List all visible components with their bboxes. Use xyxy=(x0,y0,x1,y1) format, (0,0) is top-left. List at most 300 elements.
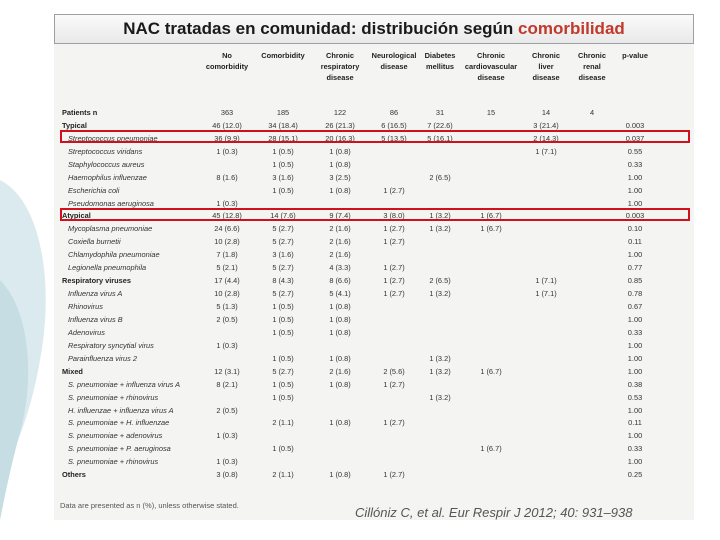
row-label: S. pneumoniae + rhinovirus xyxy=(68,392,159,402)
table-cell xyxy=(420,261,460,274)
table-cell: 5 (2.7) xyxy=(272,224,294,234)
column-header-6: Chronic cardiovascular disease xyxy=(464,51,518,82)
row-label: Respiratory syncytial virus xyxy=(68,340,154,350)
table-cell: 5 (2.7) xyxy=(272,366,294,376)
table-cell: 1 (2.7) xyxy=(383,289,405,299)
table-cell xyxy=(522,378,570,391)
table-row xyxy=(60,313,656,326)
table-cell: 1 (0.3) xyxy=(216,340,238,350)
table-cell xyxy=(368,171,420,184)
column-header-5: Diabetes mellitus xyxy=(424,51,456,71)
table-cell: 86 xyxy=(389,107,399,117)
table-cell: 1 (3.2) xyxy=(429,224,451,234)
table-cell xyxy=(522,261,570,274)
table-cell xyxy=(254,339,312,352)
table-cell: 5 (13.5) xyxy=(381,133,407,143)
table-cell xyxy=(368,158,420,171)
table-cell: 1.00 xyxy=(627,250,643,260)
table-cell xyxy=(522,404,570,417)
title-bar xyxy=(54,14,694,44)
table-cell: 1 (3.2) xyxy=(429,289,451,299)
table-cell xyxy=(200,184,254,197)
table-cell: 3 (1.6) xyxy=(272,250,294,260)
table-cell xyxy=(420,145,460,158)
table-row xyxy=(60,339,656,352)
table-cell: 0.67 xyxy=(627,302,643,312)
row-label: Others xyxy=(62,470,86,480)
table-cell xyxy=(420,158,460,171)
table-cell: 2 (1.6) xyxy=(329,250,351,260)
table-cell xyxy=(312,391,368,404)
table-cell: 5 (4.1) xyxy=(329,289,351,299)
table-cell: 46 (12.0) xyxy=(212,120,242,130)
table-cell xyxy=(312,429,368,442)
table-cell: 0.33 xyxy=(627,159,643,169)
table-cell: 2 (6.5) xyxy=(429,276,451,286)
table-cell xyxy=(460,235,522,248)
table-cell xyxy=(570,313,614,326)
table-cell: 1 (2.7) xyxy=(383,470,405,480)
table-cell xyxy=(254,455,312,468)
table-cell: 1 (0.5) xyxy=(272,444,294,454)
row-label: Rhinovirus xyxy=(68,302,103,312)
table-cell xyxy=(312,339,368,352)
table-cell: 0.11 xyxy=(628,237,642,247)
row-label: S. pneumoniae + influenza virus A xyxy=(68,379,181,389)
table-cell: 5 (2.1) xyxy=(216,263,238,273)
table-cell xyxy=(368,300,420,313)
table-cell: 1 (3.2) xyxy=(429,353,451,363)
table-cell xyxy=(570,404,614,417)
table-cell: 1 (0.8) xyxy=(329,159,351,169)
table-cell xyxy=(200,442,254,455)
table-cell: 1.00 xyxy=(627,185,643,195)
table-cell: 0.33 xyxy=(627,327,643,337)
table-cell xyxy=(460,287,522,300)
table-cell xyxy=(522,429,570,442)
table-cell: 7 (1.8) xyxy=(216,250,238,260)
table-row xyxy=(60,248,656,261)
row-label: Influenza virus A xyxy=(68,289,123,299)
table-cell xyxy=(368,455,420,468)
table-cell xyxy=(522,171,570,184)
row-label: Coxiella burnetii xyxy=(68,237,121,247)
table-cell: 1 (2.7) xyxy=(383,237,405,247)
table-cell: 1 (0.8) xyxy=(329,327,351,337)
table-row xyxy=(60,352,656,365)
row-label: Mixed xyxy=(62,366,83,376)
table-cell xyxy=(368,145,420,158)
table-cell: 6 (16.5) xyxy=(381,120,407,130)
table-cell: 3 (0.8) xyxy=(216,470,238,480)
table-row xyxy=(60,158,656,171)
table-cell: 1 (2.7) xyxy=(383,418,405,428)
column-header-2: Comorbidity xyxy=(261,51,305,60)
table-cell xyxy=(522,184,570,197)
table-header-row xyxy=(60,48,656,106)
table-cell xyxy=(570,326,614,339)
table-cell xyxy=(570,261,614,274)
table-cell: 17 (4.4) xyxy=(214,276,240,286)
table-cell: 1 (0.5) xyxy=(272,353,294,363)
table-cell xyxy=(460,145,522,158)
table-cell: 10 (2.8) xyxy=(214,237,240,247)
table-cell: 1 (0.8) xyxy=(329,146,351,156)
table-cell: 3 (2.5) xyxy=(329,172,351,182)
table-row xyxy=(60,326,656,339)
table-cell xyxy=(460,339,522,352)
table-row xyxy=(60,106,656,119)
table-cell: 1.00 xyxy=(627,198,643,208)
table-cell: 1.00 xyxy=(627,366,643,376)
table-cell xyxy=(420,468,460,481)
table-cell xyxy=(420,442,460,455)
table-cell xyxy=(420,248,460,261)
table-cell xyxy=(570,365,614,378)
decorative-swirl xyxy=(0,160,60,540)
table-cell: 2 (14.3) xyxy=(533,133,559,143)
table-cell xyxy=(522,391,570,404)
table-cell xyxy=(570,378,614,391)
table-cell: 1 (0.8) xyxy=(329,418,351,428)
table-cell xyxy=(522,468,570,481)
table-cell xyxy=(570,145,614,158)
table-cell: 34 (18.4) xyxy=(268,120,298,130)
table-cell: 0.25 xyxy=(627,470,643,480)
comorbidity-table xyxy=(60,48,656,481)
table-cell: 45 (12.8) xyxy=(212,211,242,221)
table-cell xyxy=(460,391,522,404)
table-cell: 1 (6.7) xyxy=(480,366,502,376)
table-footnote: Data are presented as n (%), unless otherwise stated. xyxy=(60,501,239,510)
table-cell xyxy=(614,106,656,119)
row-label: Adenovirus xyxy=(68,327,105,337)
table-cell: 2 (1.6) xyxy=(329,224,351,234)
table-cell xyxy=(460,352,522,365)
table-cell: 122 xyxy=(333,107,347,117)
table-cell xyxy=(460,378,522,391)
table-cell: 1 (0.5) xyxy=(272,327,294,337)
table-cell: 185 xyxy=(276,107,290,117)
table-cell xyxy=(522,313,570,326)
highlight-pneumoniae-row xyxy=(60,130,690,143)
table-cell: 8 (4.3) xyxy=(272,276,294,286)
table-cell: 1 (0.5) xyxy=(272,392,294,402)
title-text: NAC tratadas en comunidad: distribución según xyxy=(123,19,519,38)
row-label: Patients n xyxy=(62,107,98,117)
table-cell: 9 (7.4) xyxy=(329,211,351,221)
table-cell xyxy=(254,404,312,417)
column-header-3: Chronic respiratory disease xyxy=(320,51,360,82)
table-cell xyxy=(312,455,368,468)
row-label: S. pneumoniae + rhinovirus xyxy=(68,457,159,467)
table-cell xyxy=(522,158,570,171)
column-header-8: Chronic renal disease xyxy=(578,51,606,82)
table-cell xyxy=(522,300,570,313)
table-cell xyxy=(254,429,312,442)
table-cell xyxy=(460,313,522,326)
table-cell xyxy=(570,300,614,313)
table-cell: 14 xyxy=(541,107,551,117)
table-cell: 2 (1.1) xyxy=(272,470,294,480)
table-cell: 5 (2.7) xyxy=(272,237,294,247)
table-cell xyxy=(420,326,460,339)
table-cell: 1 (2.7) xyxy=(383,224,405,234)
table-cell: 0.53 xyxy=(627,392,643,402)
table-row xyxy=(60,378,656,391)
table-cell: 1 (0.3) xyxy=(216,457,238,467)
table-cell: 1 (6.7) xyxy=(480,444,502,454)
table-cell xyxy=(522,442,570,455)
highlight-atypical-row xyxy=(60,208,690,221)
table-cell: 8 (2.1) xyxy=(216,379,238,389)
table-cell: 1 (0.5) xyxy=(272,185,294,195)
table-cell: 5 (16.1) xyxy=(427,133,453,143)
table-cell xyxy=(570,287,614,300)
table-cell: 1 (0.8) xyxy=(329,314,351,324)
table-cell: 8 (6.6) xyxy=(329,276,351,286)
table-cell xyxy=(368,442,420,455)
table-cell xyxy=(522,248,570,261)
table-cell: 5 (2.7) xyxy=(272,289,294,299)
table-cell: 1.00 xyxy=(627,431,643,441)
table-cell: 1 (3.2) xyxy=(429,211,451,221)
table-cell: 4 (3.3) xyxy=(329,263,351,273)
row-label: Pseudomonas aeruginosa xyxy=(68,198,154,208)
table-cell xyxy=(460,326,522,339)
table-cell: 2 (0.5) xyxy=(216,314,238,324)
row-label: Legionella pneumophila xyxy=(68,263,147,273)
table-cell xyxy=(522,455,570,468)
table-cell: 3 (8.0) xyxy=(383,211,405,221)
row-label: Streptococcus viridans xyxy=(68,146,143,156)
table-cell: 0.003 xyxy=(625,120,645,130)
table-cell: 5 (1.3) xyxy=(216,302,238,312)
table-row xyxy=(60,365,656,378)
table-cell xyxy=(460,261,522,274)
table-cell: 1 (2.7) xyxy=(383,185,405,195)
table-row xyxy=(60,391,656,404)
table-cell: 1 (0.8) xyxy=(329,185,351,195)
column-header-4: Neurological disease xyxy=(371,51,417,71)
table-cell: 4 xyxy=(589,107,595,117)
table-cell: 363 xyxy=(220,107,234,117)
table-cell xyxy=(570,274,614,287)
table-cell: 1.00 xyxy=(627,172,643,182)
table-cell xyxy=(420,184,460,197)
citation: Cillóniz C, et al. Eur Respir J 2012; 40: 931–938 xyxy=(355,505,633,520)
table-cell: 20 (16.3) xyxy=(325,133,355,143)
table-cell: 1.00 xyxy=(627,353,643,363)
table-cell xyxy=(200,352,254,365)
table-cell xyxy=(460,417,522,430)
table-cell: 2 (5.6) xyxy=(383,366,405,376)
row-label: Parainfluenza virus 2 xyxy=(68,353,138,363)
table-cell xyxy=(522,365,570,378)
table-row xyxy=(60,455,656,468)
table-cell xyxy=(420,300,460,313)
table-cell: 0.10 xyxy=(627,224,643,234)
table-cell: 2 (1.1) xyxy=(272,418,294,428)
table-cell: 1 (3.2) xyxy=(429,392,451,402)
row-label: Chlamydophila pneumoniae xyxy=(68,250,160,260)
table-row xyxy=(60,222,656,235)
table-cell xyxy=(570,429,614,442)
table-cell: 36 (9.9) xyxy=(214,133,240,143)
table-cell: 1.00 xyxy=(627,314,643,324)
table-cell: 1 (0.3) xyxy=(216,431,238,441)
table-cell: 0.11 xyxy=(628,418,642,428)
row-label: S. pneumoniae + H. influenzae xyxy=(68,418,170,428)
table-cell xyxy=(368,429,420,442)
table-cell xyxy=(570,417,614,430)
table-cell xyxy=(420,378,460,391)
table-cell: 1 (0.5) xyxy=(272,314,294,324)
table-row xyxy=(60,184,656,197)
table-cell xyxy=(312,404,368,417)
row-label: Influenza virus B xyxy=(68,314,123,324)
table-cell xyxy=(570,352,614,365)
row-label: H. influenzae + influenza virus A xyxy=(68,405,174,415)
table-cell: 2 (6.5) xyxy=(429,172,451,182)
table-row xyxy=(60,404,656,417)
table-cell xyxy=(460,455,522,468)
table-cell: 2 (1.6) xyxy=(329,366,351,376)
table-cell xyxy=(522,326,570,339)
table-cell xyxy=(200,326,254,339)
table-row xyxy=(60,429,656,442)
table-cell xyxy=(312,442,368,455)
table-cell: 26 (21.3) xyxy=(325,120,355,130)
table-cell: 1 (0.8) xyxy=(329,470,351,480)
table-cell xyxy=(522,352,570,365)
row-label: S. pneumoniae + P. aeruginosa xyxy=(68,444,171,454)
table-cell: 31 xyxy=(435,107,445,117)
table-cell xyxy=(460,429,522,442)
table-row xyxy=(60,417,656,430)
table-cell xyxy=(200,417,254,430)
table-cell xyxy=(420,235,460,248)
table-cell: 15 xyxy=(486,107,496,117)
table-cell: 0.003 xyxy=(625,211,645,221)
table-cell: 14 (7.6) xyxy=(270,211,296,221)
table-cell: 1 (0.5) xyxy=(272,379,294,389)
table-cell: 28 (15.1) xyxy=(268,133,298,143)
table-cell: 1.00 xyxy=(627,405,643,415)
table-cell xyxy=(200,391,254,404)
table-cell xyxy=(460,184,522,197)
table-cell: 12 (3.1) xyxy=(214,366,240,376)
table-cell: 1 (3.2) xyxy=(429,366,451,376)
table-cell xyxy=(570,222,614,235)
table-cell: 7 (22.6) xyxy=(427,120,453,130)
table-cell: 0.38 xyxy=(627,379,643,389)
table-cell xyxy=(420,404,460,417)
table-row xyxy=(60,442,656,455)
table-cell: 0.77 xyxy=(627,263,643,273)
row-label: Staphylococcus aureus xyxy=(68,159,145,169)
table-row xyxy=(60,287,656,300)
row-label: Typical xyxy=(62,120,87,130)
table-cell: 3 (1.6) xyxy=(272,172,294,182)
table-cell: 10 (2.8) xyxy=(214,289,240,299)
table-cell xyxy=(200,158,254,171)
table-cell xyxy=(570,248,614,261)
table-cell xyxy=(460,248,522,261)
row-label: S. pneumoniae + adenovirus xyxy=(68,431,163,441)
table-cell: 1 (7.1) xyxy=(535,146,557,156)
table-cell xyxy=(368,326,420,339)
slide-title xyxy=(55,19,693,39)
table-cell: 0.037 xyxy=(625,133,645,143)
table-cell xyxy=(368,404,420,417)
table-cell: 2 (1.6) xyxy=(329,237,351,247)
table-cell xyxy=(460,171,522,184)
column-header-0 xyxy=(60,48,200,106)
table-cell xyxy=(420,417,460,430)
column-header-9: p-value xyxy=(622,51,648,60)
table-cell: 1 (0.8) xyxy=(329,379,351,389)
column-header-7: Chronic liver disease xyxy=(532,51,560,82)
table-cell: 0.78 xyxy=(627,289,643,299)
table-cell xyxy=(460,404,522,417)
table-cell: 1 (2.7) xyxy=(383,276,405,286)
table-cell xyxy=(368,339,420,352)
table-cell: 0.85 xyxy=(627,276,643,286)
table-cell: 1 (0.8) xyxy=(329,353,351,363)
table-cell xyxy=(570,468,614,481)
table-cell: 1 (0.8) xyxy=(329,302,351,312)
table-cell: 1 (0.5) xyxy=(272,146,294,156)
table-cell: 3 (21.4) xyxy=(533,120,559,130)
table-cell: 1 (0.5) xyxy=(272,302,294,312)
table-cell xyxy=(460,158,522,171)
table-cell xyxy=(460,300,522,313)
table-row xyxy=(60,261,656,274)
table-row xyxy=(60,468,656,481)
table-cell xyxy=(522,222,570,235)
table-cell xyxy=(368,391,420,404)
table-cell: 1 (0.3) xyxy=(216,146,238,156)
table-cell xyxy=(570,455,614,468)
table-cell: 1 (2.7) xyxy=(383,379,405,389)
table-cell xyxy=(522,235,570,248)
table-cell: 24 (6.6) xyxy=(214,224,240,234)
table-cell xyxy=(522,339,570,352)
table-cell xyxy=(522,417,570,430)
table-cell: 0.55 xyxy=(627,146,643,156)
table-cell xyxy=(570,171,614,184)
table-cell: 0.33 xyxy=(627,444,643,454)
table-cell: 8 (1.6) xyxy=(216,172,238,182)
table-cell: 1 (2.7) xyxy=(383,263,405,273)
table-cell xyxy=(368,248,420,261)
table-cell xyxy=(570,184,614,197)
table-cell: 5 (2.7) xyxy=(272,263,294,273)
table-cell: 1 (7.1) xyxy=(535,289,557,299)
table-cell xyxy=(570,235,614,248)
column-header-1: No comorbidity xyxy=(205,51,249,71)
table-cell xyxy=(570,442,614,455)
row-label: Streptococcus pneumoniae xyxy=(68,133,158,143)
table-row xyxy=(60,145,656,158)
row-label: Mycoplasma pneumoniae xyxy=(68,224,153,234)
table-row xyxy=(60,300,656,313)
table-cell xyxy=(570,339,614,352)
table-cell xyxy=(420,455,460,468)
table-cell: 1.00 xyxy=(627,457,643,467)
row-label: Respiratory viruses xyxy=(62,276,132,286)
